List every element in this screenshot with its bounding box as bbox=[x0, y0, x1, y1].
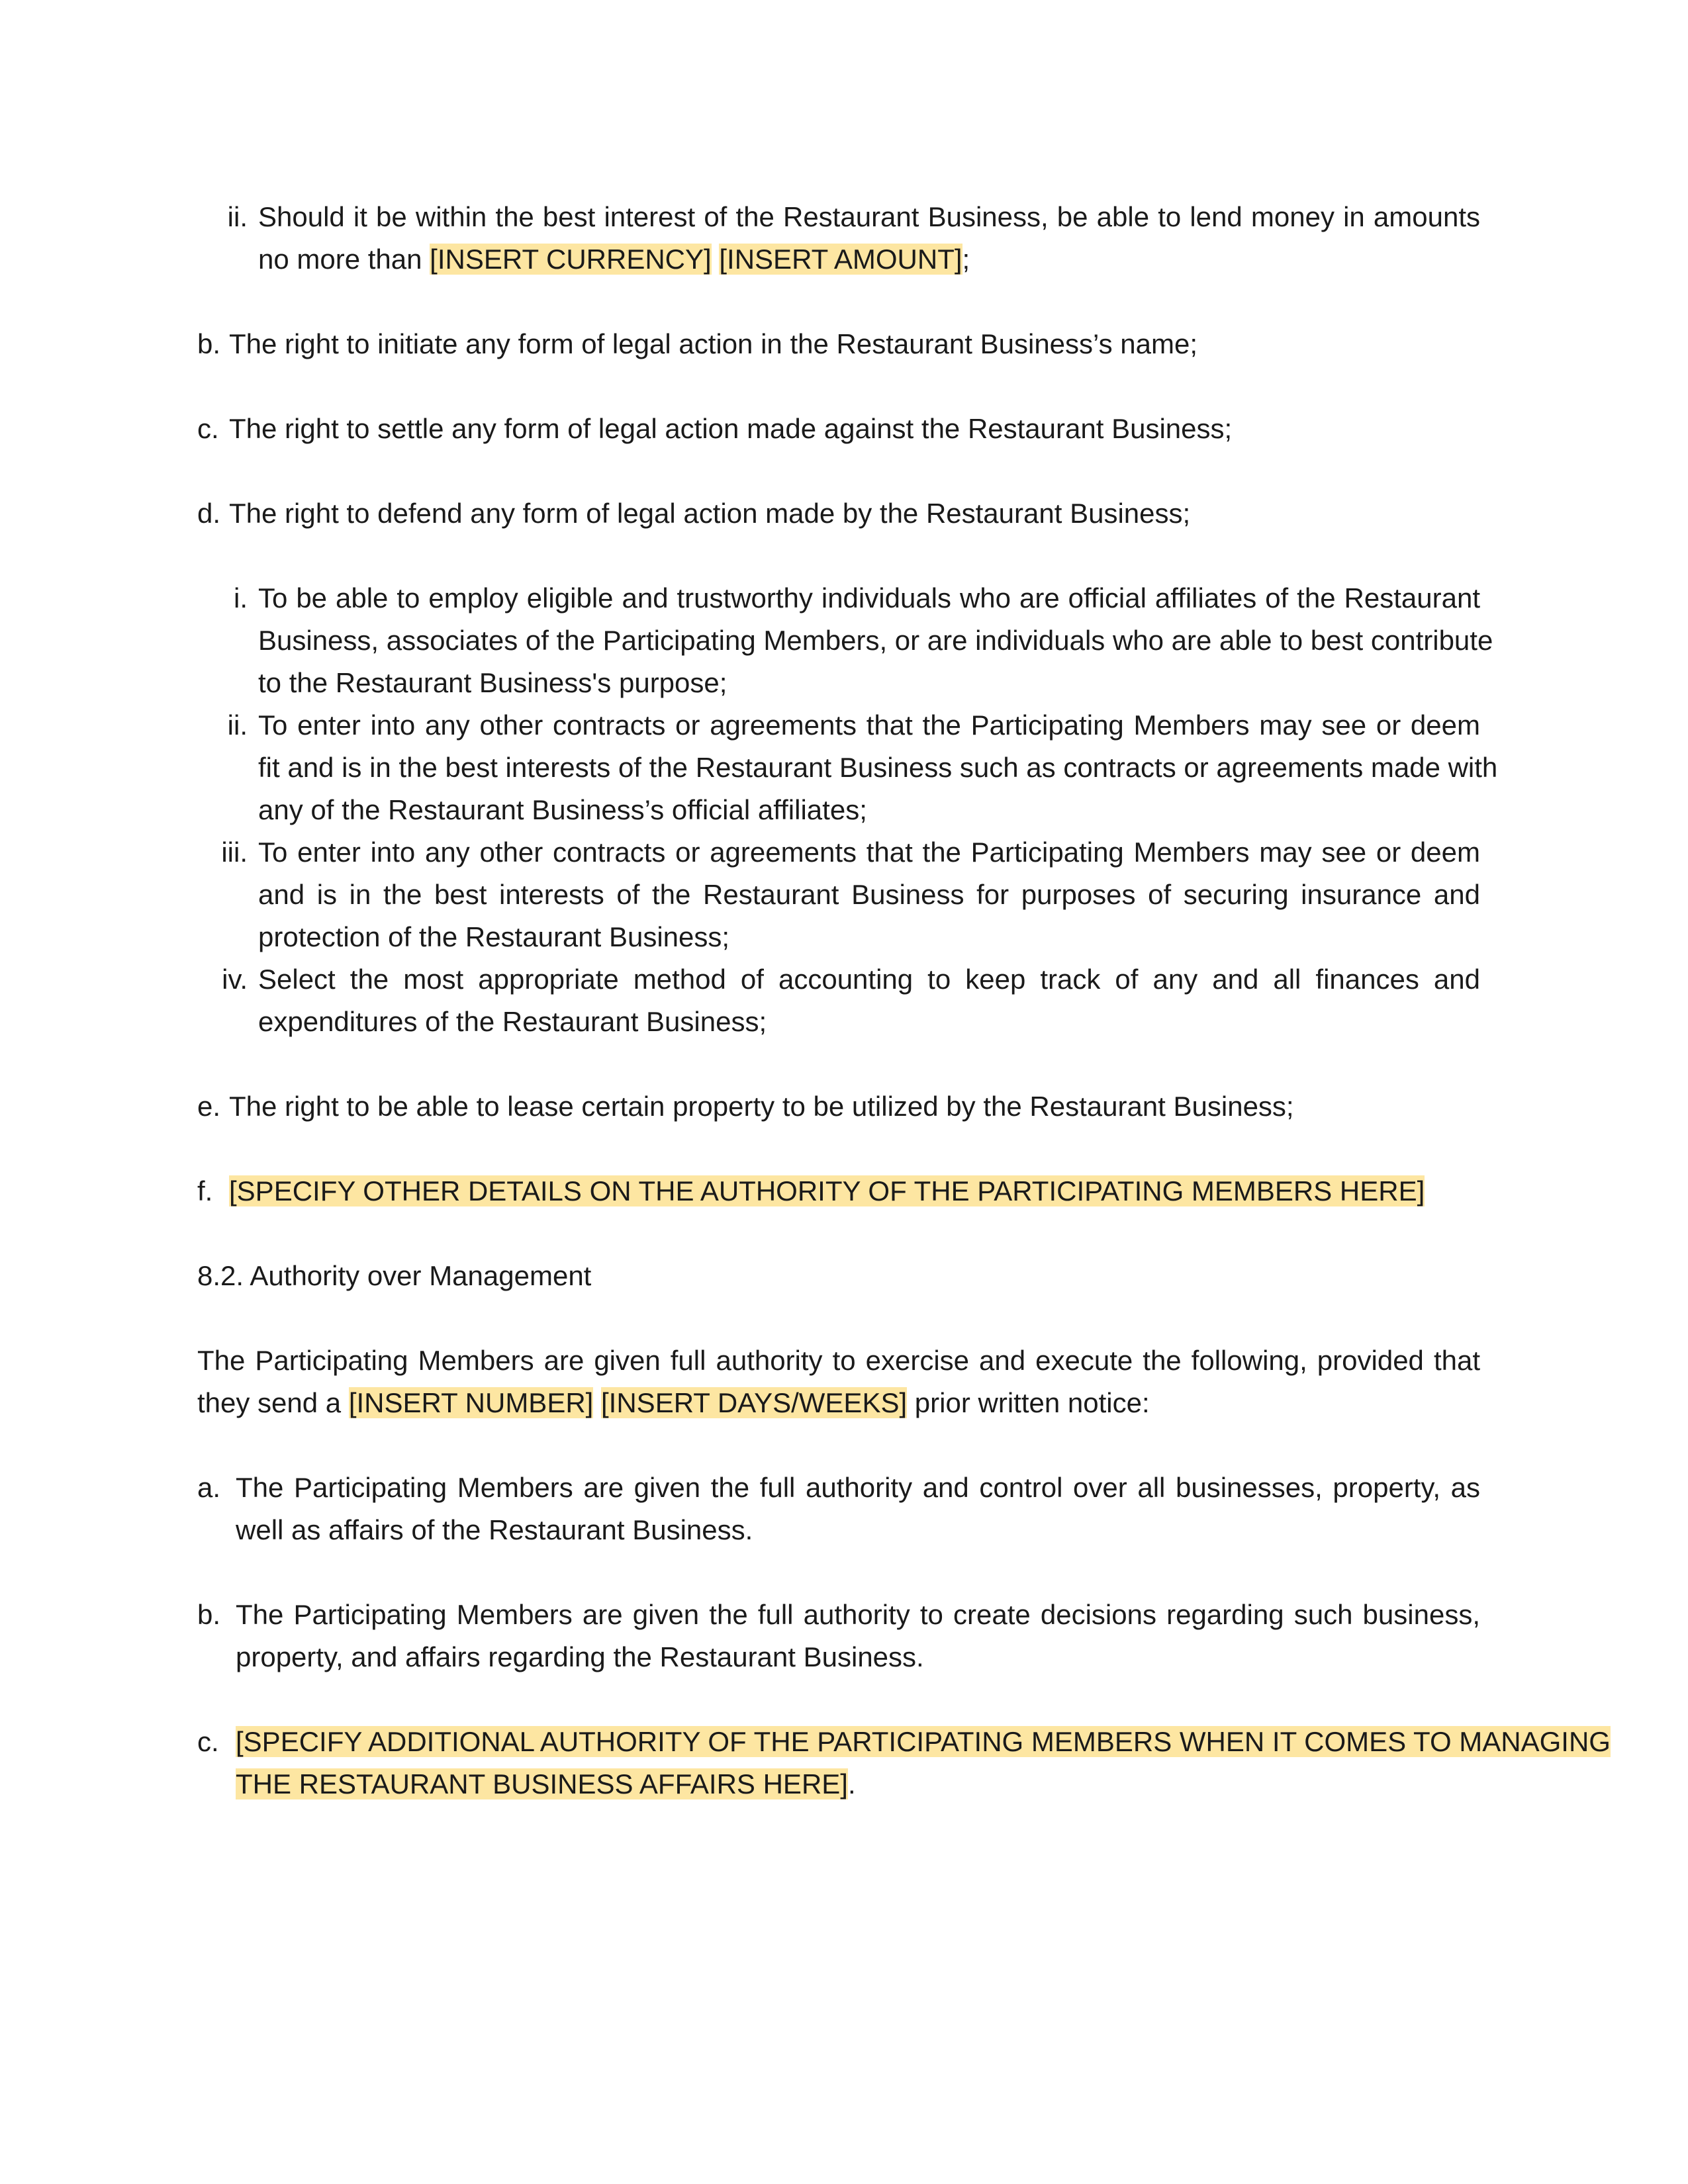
text-line: The right to be able to lease certain property to be utilized by the Restaurant Business; bbox=[229, 1091, 1294, 1122]
placeholder-other-authority[interactable]: [SPECIFY OTHER DETAILS ON THE AUTHORITY OF THE PARTICIPATING MEMBERS HERE] bbox=[229, 1175, 1425, 1206]
text-line: The Participating Members are given full authority to exercise and execute the following, provided that bbox=[197, 1345, 1480, 1376]
list-marker: iv. bbox=[222, 964, 248, 995]
section-intro-paragraph bbox=[197, 1340, 1480, 1424]
text-line: and is in the best interests of the Restaurant Business for purposes of securing insurance and bbox=[258, 879, 1480, 910]
list-item-accounting-method bbox=[258, 958, 1480, 1043]
text-span: they send a bbox=[197, 1387, 349, 1418]
list-marker: b. bbox=[197, 328, 221, 359]
text-line bbox=[229, 1170, 1480, 1212]
list-marker: c. bbox=[197, 413, 219, 444]
list-item-defend-legal-action bbox=[229, 492, 1480, 535]
text-line: The right to defend any form of legal action made by the Restaurant Business; bbox=[229, 498, 1191, 529]
placeholder-amount[interactable]: [INSERT AMOUNT] bbox=[719, 244, 962, 275]
text-line: any of the Restaurant Business’s official affiliates; bbox=[258, 794, 867, 825]
list-marker: i. bbox=[234, 582, 248, 614]
text-span: no more than bbox=[258, 244, 430, 275]
text-span: . bbox=[847, 1768, 856, 1799]
list-item-settle-legal-action bbox=[229, 408, 1480, 450]
list-marker: ii. bbox=[227, 709, 248, 741]
text-line: to the Restaurant Business's purpose; bbox=[258, 667, 727, 698]
text-line: The Participating Members are given the full authority and control over all businesses, property, as bbox=[236, 1472, 1480, 1503]
text-line: The Participating Members are given the full authority to create decisions regarding such business, bbox=[236, 1599, 1480, 1630]
list-item-full-authority-control bbox=[236, 1467, 1480, 1551]
placeholder-additional-authority[interactable]: [SPECIFY ADDITIONAL AUTHORITY OF THE PARTICIPATING MEMBERS WHEN IT COMES TO MANAGING bbox=[236, 1726, 1611, 1757]
list-item-other-authority bbox=[229, 1170, 1480, 1212]
section-heading bbox=[197, 1255, 1480, 1297]
text-span: prior written notice: bbox=[907, 1387, 1150, 1418]
text-line: protection of the Restaurant Business; bbox=[258, 921, 730, 952]
placeholder-currency[interactable]: [INSERT CURRENCY] bbox=[430, 244, 712, 275]
list-marker: f. bbox=[197, 1175, 213, 1206]
placeholder-additional-authority-cont[interactable]: THE RESTAURANT BUSINESS AFFAIRS HERE] bbox=[236, 1768, 848, 1799]
list-marker: a. bbox=[197, 1472, 221, 1503]
list-marker: d. bbox=[197, 498, 221, 529]
list-item-create-decisions bbox=[236, 1594, 1480, 1678]
text-line: property, and affairs regarding the Restaurant Business. bbox=[236, 1641, 924, 1672]
text-line: The right to settle any form of legal action made against the Restaurant Business; bbox=[229, 413, 1233, 444]
text-line: 8.2. Authority over Management bbox=[197, 1260, 592, 1291]
text-line bbox=[197, 1382, 1480, 1424]
list-marker: c. bbox=[197, 1726, 219, 1757]
text-line bbox=[236, 1763, 1480, 1805]
text-line: To enter into any other contracts or agreements that the Participating Members may see or deem bbox=[258, 709, 1480, 741]
list-item-employ-individuals bbox=[258, 577, 1493, 704]
text-line: fit and is in the best interests of the Restaurant Business such as contracts or agreements made with bbox=[258, 752, 1498, 783]
list-item-lease-property bbox=[229, 1085, 1480, 1128]
text-line: The right to initiate any form of legal action in the Restaurant Business’s name; bbox=[229, 328, 1198, 359]
list-marker: iii. bbox=[221, 837, 248, 868]
text-line: To enter into any other contracts or agreements that the Participating Members may see or deem bbox=[258, 837, 1480, 868]
text-span: ; bbox=[962, 244, 970, 275]
placeholder-days-weeks[interactable]: [INSERT DAYS/WEEKS] bbox=[601, 1387, 908, 1418]
text-line: Should it be within the best interest of the Restaurant Business, be able to lend money in amounts bbox=[258, 201, 1480, 232]
placeholder-number[interactable]: [INSERT NUMBER] bbox=[348, 1387, 594, 1418]
list-item-initiate-legal-action bbox=[229, 323, 1480, 365]
text-line bbox=[258, 238, 1480, 281]
list-marker: b. bbox=[197, 1599, 221, 1630]
list-marker: ii. bbox=[227, 201, 248, 232]
list-marker: e. bbox=[197, 1091, 221, 1122]
text-line: Business, associates of the Participating Members, or are individuals who are able to best contribute bbox=[258, 625, 1493, 656]
list-item-lend-money bbox=[258, 196, 1480, 281]
list-item-contracts-insurance bbox=[258, 831, 1480, 958]
list-item-contracts-affiliates bbox=[258, 704, 1498, 831]
text-line: To be able to employ eligible and trustworthy individuals who are official affiliates of the Restaurant bbox=[258, 582, 1480, 614]
text-line: Select the most appropriate method of accounting to keep track of any and all finances and bbox=[258, 964, 1480, 995]
text-line: expenditures of the Restaurant Business; bbox=[258, 1006, 767, 1037]
text-line bbox=[236, 1721, 1611, 1763]
list-item-additional-authority bbox=[236, 1721, 1611, 1805]
text-line: well as affairs of the Restaurant Business. bbox=[236, 1514, 753, 1545]
